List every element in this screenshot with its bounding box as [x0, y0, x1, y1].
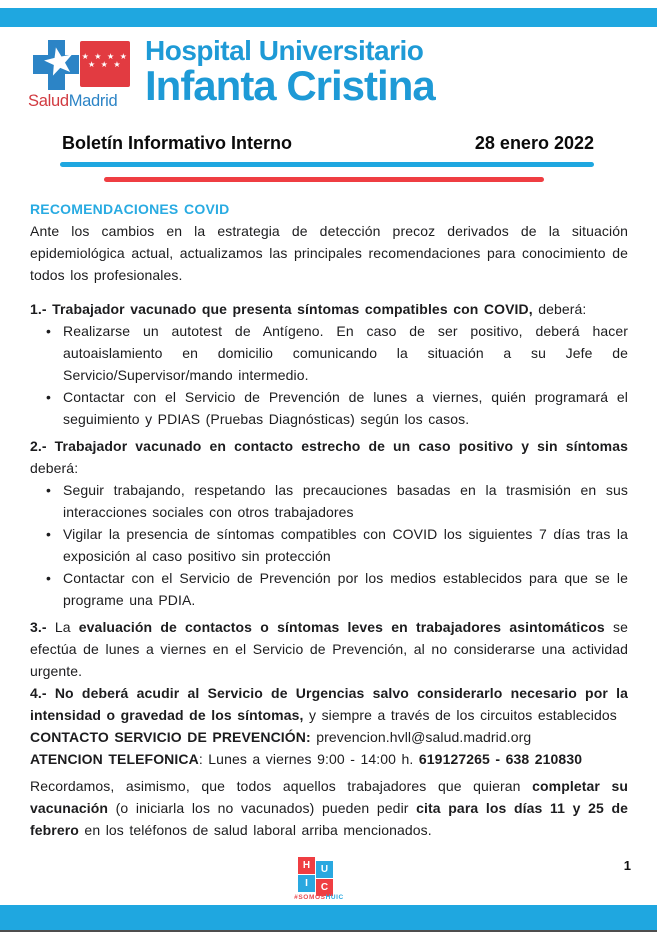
hospital-title-line1: Hospital Universitario — [145, 35, 424, 66]
salud-madrid-wordmark — [28, 92, 117, 111]
reminder-bold-dates: cita para los días 11 y 25 de febrero — [30, 800, 628, 838]
top-accent-bar — [0, 8, 657, 27]
item-4-paragraph — [30, 682, 628, 726]
bullet-item: • Vigilar la presencia de síntomas compatibles con COVID los siguientes 7 días tras la exposición al caso positivo sin protección — [63, 523, 628, 567]
item-2-heading — [30, 435, 628, 479]
bottom-accent-bar — [0, 905, 657, 930]
somos-huic-hashtag — [281, 894, 357, 901]
red-divider-rule — [104, 177, 544, 182]
bullet-item: • Contactar con el Servicio de Prevención por los medios establecidos para que se le programe una PDIA. — [63, 567, 628, 611]
reminder-paragraph — [30, 775, 628, 841]
madrid-flag-icon — [80, 41, 130, 87]
bullet-item: • Contactar con el Servicio de Prevención de lunes a viernes, quién programará el seguimiento y PDIAS (Pruebas Diagnósticas) según los casos. — [63, 386, 628, 430]
item-4-text: y siempre a través de los circuitos establecidos — [303, 707, 617, 723]
item-2-heading-normal: deberá: — [30, 460, 79, 476]
contact-prevention-line — [30, 726, 628, 748]
bulletin-title: Boletín Informativo Interno — [62, 133, 293, 153]
contact-prevention-email: prevencion.hvll@salud.madrid.org — [310, 729, 532, 745]
bulletin-body — [30, 198, 628, 841]
flag-stars-row: ★ ★ ★ ★ — [81, 52, 129, 61]
item-1-bullet-list — [30, 320, 628, 430]
reminder-text: en los teléfonos de salud laboral arriba mencionados. — [78, 822, 432, 838]
huic-square-h: H — [298, 857, 315, 874]
huic-square-c: C — [316, 879, 333, 896]
flag-stars-row: ★ ★ ★ — [87, 60, 123, 69]
bulletin-header-row — [62, 133, 594, 154]
item-3-paragraph — [30, 616, 628, 682]
contact-block — [30, 726, 628, 770]
huic-square-i: I — [298, 875, 315, 892]
huic-square-u: U — [316, 861, 333, 878]
bulletin-date: 28 enero 2022 — [474, 133, 594, 153]
item-3-text: La — [46, 619, 79, 635]
contact-phone-label: ATENCION TELEFONICA — [30, 751, 199, 767]
cyan-divider-rule — [60, 162, 594, 167]
item-1-heading — [30, 298, 628, 320]
hashtag-blue-part: HUIC — [325, 894, 344, 901]
intro-paragraph: Ante los cambios en la estrategia de detección precoz derivados de la situación epidemiológica actual, actualizamos las principales recomendaciones para conocimiento de todos los profesionales. — [30, 223, 628, 283]
madrid-text: Madrid — [68, 92, 118, 110]
huic-logo — [298, 857, 338, 897]
item-2-heading-bold: 2.- Trabajador vacunado en contacto estrecho de un caso positivo y sin síntomas — [30, 438, 628, 454]
item-1-heading-bold: 1.- Trabajador vacunado que presenta síntomas compatibles con COVID, — [30, 301, 533, 317]
reminder-bold-vaccination: completar su vacunación — [30, 778, 629, 816]
item-4-bold: 4.- No deberá acudir al Servicio de Urgencias salvo considerarlo necesario por la intensidad o gravedad de los síntomas, — [30, 685, 628, 723]
item-3-text-end: se efectúa de lunes a viernes en el Servicio de Prevención, al no considerarse una actividad urgente. — [30, 619, 628, 679]
contact-phone-line — [30, 748, 628, 770]
bullet-item: • Realizarse un autotest de Antígeno. En caso de ser positivo, deberá hacer autoaislamiento en domicilio comunicando la situación a su Jefe de Servicio/Supervisor/mando intermedio. — [63, 320, 628, 386]
hospital-title — [145, 35, 435, 109]
contact-phone-hours: : Lunes a viernes 9:00 - 14:00 h. — [198, 751, 419, 767]
contact-prevention-label: CONTACTO SERVICIO DE PREVENCIÓN: — [30, 729, 311, 745]
reminder-text: Recordamos, asimismo, que todos aquellos trabajadores que quieran — [30, 778, 533, 794]
item-3-number: 3.- — [30, 619, 47, 635]
bullet-item: • Seguir trabajando, respetando las precauciones basadas en la trasmisión en sus interacciones sociales con otros trabajadores — [63, 479, 628, 523]
section-title: RECOMENDACIONES COVID — [30, 201, 230, 217]
item-3-bold: evaluación de contactos o síntomas leves en trabajadores asintomáticos — [78, 619, 605, 635]
hospital-title-line2: Infanta Cristina — [145, 62, 435, 109]
hashtag-red-part: #SOMOS — [294, 894, 326, 901]
item-2-bullet-list — [30, 479, 628, 611]
page-number: 1 — [623, 858, 631, 873]
reminder-text: (o iniciarla los no vacunados) pueden pedir — [108, 800, 417, 816]
salud-text: Salud — [28, 92, 69, 110]
item-1-heading-normal: deberá: — [532, 301, 587, 317]
salud-cross-star-icon — [33, 40, 79, 95]
contact-phone-numbers: 619127265 - 638 210830 — [418, 751, 583, 767]
